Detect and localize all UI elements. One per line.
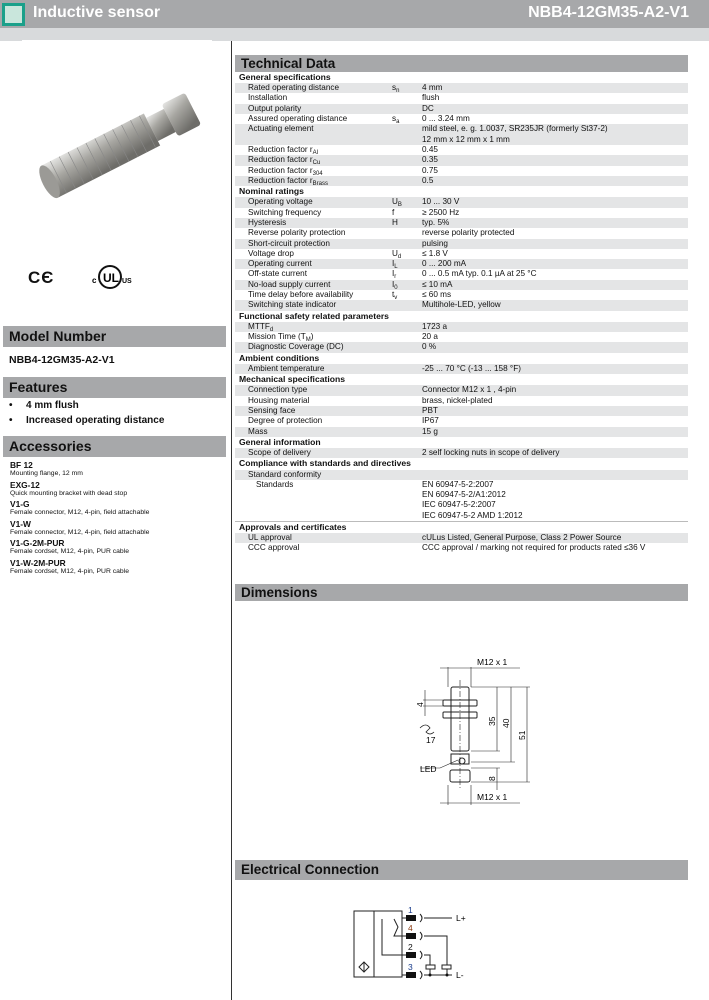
spec-value-text: 0 ... 0.5 mA typ. 0.1 µA at 25 °C [422,269,537,279]
column-divider [231,41,232,1000]
pin-4-label: 4 [408,923,413,933]
feature-item: • Increased operating distance [9,415,165,426]
spec-value-text: 12 mm x 12 mm x 1 mm [422,134,510,144]
spec-label-text: Switching state indicator [248,300,337,310]
spec-value-text: Multihole-LED, yellow [422,300,501,310]
spec-value-text: brass, nickel-plated [422,395,493,405]
accessory-name: EXG-12 [10,479,40,490]
pin-3-label: 3 [408,962,413,972]
spec-symbol [392,385,422,395]
spec-row [235,533,688,543]
cul-us-mark-icon [92,263,132,291]
spec-value [422,342,688,352]
technical-data-table [235,72,688,554]
dimension-drawing [390,650,540,810]
spec-label-text: Housing material [248,395,310,405]
spec-value [422,416,688,426]
accessory-description: Female connector, M12, 4-pin, field attachable [10,509,150,516]
accessory-description: Quick mounting bracket with dead stop [10,489,128,497]
spec-value-text: DC [422,103,434,113]
spec-label-text: No-load supply current [248,279,331,289]
spec-label-suffix: ) [310,332,314,342]
spec-symbol-subscript: a [396,119,400,126]
spec-symbol [392,470,422,480]
spec-value-text: cULus Listed, General Purpose, Class 2 Power Source [422,533,622,543]
spec-symbol [392,416,422,426]
spec-symbol [392,124,422,145]
spec-label-text: Rated operating distance [248,83,340,93]
spec-label-text: Mass [248,426,268,436]
spec-label [235,396,392,406]
spec-row [235,416,688,426]
spec-value [422,93,688,103]
spec-value [422,249,688,259]
spec-group-title: Compliance with standards and directives [239,458,411,469]
spec-value-text: ≥ 2500 Hz [422,207,460,217]
spec-row [235,448,688,458]
accessory-name: V1-W [10,518,31,529]
spec-row [235,249,688,259]
spec-label-text: Off-state current [248,269,308,279]
spec-label [235,239,392,249]
wiring-diagram [340,895,480,995]
spec-value-text: 0.5 [422,175,434,185]
spec-value [422,269,688,279]
spec-value [422,228,688,238]
spec-symbol [392,218,422,228]
spec-value-text: 20 a [422,332,438,342]
spec-symbol-text: I [392,269,395,279]
spec-value [422,406,688,416]
spec-value-text: ≤ 60 ms [422,290,452,300]
spec-value-text: typ. 5% [422,217,450,227]
spec-label-text: Standard conformity [248,469,322,479]
spec-value [422,480,688,521]
spec-symbol [392,448,422,458]
spec-label-subscript: Brass [312,180,328,187]
accessory-description: Female cordset, M12, 4-pin, PUR cable [10,567,129,575]
spec-label-text: Standards [256,479,294,489]
spec-value-text: mild steel, e. g. 1.0037, SR235JR (formerly St37-2) [422,124,608,134]
spec-value-text: ≤ 1.8 V [422,248,448,258]
nut-height-label: 4 [415,702,425,707]
brand-logo-square [2,3,25,26]
spec-row [235,470,688,480]
spec-label-text: Short-circuit protection [248,238,330,248]
spec-value [422,145,688,155]
spec-symbol [392,83,422,93]
spec-row [235,427,688,437]
l-plus-label: L+ [456,913,466,923]
spec-label [235,427,392,437]
header-band [0,28,709,41]
spec-label-subscript: Cu [312,160,321,167]
spec-label-text: Reduction factor r [248,155,313,165]
spec-symbol [392,427,422,437]
spec-symbol-text: t [392,290,395,300]
header-model-number: NBB4-12GM35-A2-V1 [528,4,689,21]
spec-value-text: CCC approval / marking not required for products rated ≤36 V [422,543,646,553]
spec-value-text: 0 % [422,342,437,352]
spec-label [235,279,395,290]
spec-symbol-text: I [392,279,395,289]
spec-row [235,396,688,406]
spec-row [235,259,688,269]
length-35-label: 35 [487,716,497,726]
spec-label [235,480,392,521]
spec-label-text: Output polarity [248,103,302,113]
spec-label [235,300,392,310]
spec-value-text: IEC 60947-5-2 AMD 1:2012 [422,510,523,520]
spec-symbol [392,208,422,218]
spec-symbol [392,228,422,238]
spec-group-title: Approvals and certificates [239,522,347,532]
spec-value [422,448,688,458]
spec-label [235,249,392,259]
spec-symbol-subscript: B [397,202,402,209]
spec-value-text: 0.45 [422,144,438,154]
model-number-heading: Model Number [3,326,226,347]
spec-row [235,239,688,249]
spec-label [235,218,392,228]
spec-value-text: PBT [422,405,438,415]
feature-text: Increased operating distance [26,415,165,426]
spec-label [235,290,395,300]
spec-label [235,406,392,416]
spec-label-text: Operating current [248,259,312,269]
spec-label [235,448,392,458]
spec-symbol [392,104,422,114]
spec-value-text: -25 ... 70 °C (-13 ... 158 °F) [422,363,521,373]
spec-label-text: Scope of delivery [248,448,311,458]
spec-value-text: 0.75 [422,165,438,175]
spec-value-text: 0 ... 200 mA [422,259,467,269]
spec-value [422,280,688,290]
spec-label-subscript: 304 [312,170,323,177]
spec-label [235,543,392,553]
spec-row [235,218,688,228]
svg-text:UL: UL [103,271,119,285]
wrench-size-label: 17 [426,735,436,745]
product-photo [20,80,210,210]
spec-symbol [392,239,422,249]
spec-value [422,208,688,218]
spec-label-text: Sensing face [248,405,296,415]
spec-label-text: Time delay before availability [248,290,354,300]
spec-label [235,145,392,155]
spec-value-text: pulsing [422,238,448,248]
spec-value [422,155,688,165]
spec-label [235,166,392,176]
spec-row [235,228,688,238]
svg-text:c: c [92,276,97,285]
spec-symbol [392,269,422,279]
spec-value [422,396,688,406]
spec-row [235,155,688,165]
spec-symbol [392,249,422,259]
spec-row [235,290,688,300]
spec-label [235,470,392,480]
spec-label [235,155,392,165]
spec-row [235,208,688,218]
spec-value-text: 0.35 [422,155,438,165]
spec-row [235,280,688,290]
spec-label-subscript: M [305,337,311,344]
spec-label-text: CCC approval [248,543,300,553]
spec-label-text: Mission Time (T [248,332,306,342]
spec-symbol [392,533,422,543]
spec-value [422,543,688,553]
spec-value [422,176,688,186]
svg-text:US: US [122,278,132,285]
spec-value-text: 2 self locking nuts in scope of delivery [422,448,560,458]
spec-label [235,207,395,218]
spec-row [235,176,688,186]
spec-label-text: Ambient temperature [248,363,325,373]
spec-group-title: Functional safety related parameters [239,310,389,321]
accessory-name: BF 12 [10,460,33,470]
pin-1-label: 1 [408,905,413,915]
accessory-name: V1-W-2M-PUR [10,557,66,568]
spec-label [235,416,392,426]
spec-value-text: EN 60947-5-2/A1:2012 [422,490,506,500]
spec-label-text: Assured operating distance [248,114,348,124]
spec-label-text: Reverse polarity protection [248,228,346,238]
spec-symbol-subscript: v [394,295,398,302]
spec-symbol-text: f [392,207,395,217]
spec-symbol [392,322,422,332]
feature-text: 4 mm flush [26,400,79,411]
spec-label-text: Actuating element [248,124,314,134]
thread-bottom-label: M12 x 1 [477,792,508,802]
spec-row [235,543,688,553]
spec-symbol-text: I [392,259,395,269]
spec-label-text: Hysteresis [248,217,287,227]
spec-symbol [392,396,422,406]
spec-group-title: Mechanical specifications [239,374,346,385]
spec-value [422,197,688,207]
spec-symbol-subscript: r [394,274,397,281]
spec-value-text: 0 ... 3.24 mm [422,114,470,124]
spec-symbol-text: U [392,248,398,258]
electrical-connection-heading: Electrical Connection [235,860,688,880]
spec-value [422,239,688,249]
spec-value [422,300,688,310]
spec-row [235,300,688,310]
spec-label [235,228,392,238]
spec-value-text: 4 mm [422,83,443,93]
spec-label [235,332,392,342]
l-minus-label: L- [456,970,464,980]
spec-row [235,145,688,155]
length-51-label: 51 [517,730,527,740]
spec-label [235,533,392,543]
spec-row [235,269,688,279]
spec-label-text: Switching frequency [248,207,322,217]
spec-value [422,322,688,332]
spec-symbol-text: s [392,114,397,124]
spec-value-text: flush [422,93,440,103]
spec-label-text: Reduction factor r [248,144,313,154]
spec-label [235,114,392,124]
spec-row [235,124,688,145]
spec-symbol-subscript: 0 [394,284,398,291]
header-bar [0,0,709,28]
spec-label-text: Operating voltage [248,197,313,207]
spec-symbol [392,480,422,521]
spec-label [235,342,392,352]
spec-value-text: IEC 60947-5-2:2007 [422,500,496,510]
spec-row [235,322,688,332]
spec-label [235,197,392,207]
spec-value [422,114,688,124]
spec-symbol [392,166,422,176]
spec-value-text: EN 60947-5-2:2007 [422,479,494,489]
spec-symbol [392,259,422,269]
spec-row [235,406,688,416]
length-40-label: 40 [501,718,511,728]
spec-value-text: 1723 a [422,321,448,331]
spec-label-text: UL approval [248,533,292,543]
spec-value-text: ≤ 10 mA [422,279,453,289]
spec-symbol [392,197,422,207]
spec-row [235,83,688,93]
spec-row [235,342,688,352]
spec-symbol [392,290,422,300]
spec-label-text: MTTF [248,321,270,331]
accessory-description: Female cordset, M12, 4-pin, PUR cable [10,548,129,555]
spec-value-text: Connector M12 x 1 , 4-pin [422,385,517,395]
thread-top-label: M12 x 1 [477,657,508,667]
spec-value-text: 15 g [422,426,438,436]
spec-symbol-text: H [392,217,398,227]
spec-label [235,385,392,395]
accessory-name: V1-G-2M-PUR [10,538,65,548]
length-8-label: 8 [487,776,497,781]
accessories-list [10,459,225,576]
spec-value [422,166,688,176]
spec-label [235,83,392,93]
accessory-name: V1-G [10,499,30,509]
document-title: Inductive sensor [33,4,161,21]
spec-value [422,470,688,480]
spec-value-text: 10 ... 30 V [422,197,460,207]
spec-row [235,364,688,374]
feature-item: • 4 mm flush [9,400,79,411]
spec-row [235,166,688,176]
spec-value [422,290,688,300]
spec-row [235,93,688,103]
spec-symbol [392,176,422,186]
spec-value [422,533,688,543]
spec-value [422,259,688,269]
spec-symbol [392,280,422,290]
spec-label-text: Installation [248,93,288,103]
spec-label-text: Degree of protection [248,416,323,426]
spec-symbol [392,114,422,124]
spec-symbol [392,332,422,342]
features-heading: Features [3,377,226,398]
spec-row [235,197,688,207]
spec-label [235,259,395,269]
technical-data-heading: Technical Data [235,55,688,72]
spec-row [235,104,688,114]
spec-label [235,93,392,103]
spec-label-subscript: d [269,326,274,333]
spec-label-subscript: Al [312,149,318,156]
accessory-description: Female connector, M12, 4-pin, field attachable [10,528,150,536]
spec-value [422,427,688,437]
spec-group-title: Ambient conditions [239,352,320,363]
pin-2-label: 2 [408,942,413,952]
spec-symbol [392,406,422,416]
spec-symbol-subscript: d [397,253,402,260]
spec-label [235,322,392,332]
spec-symbol [392,145,422,155]
dimensions-heading: Dimensions [235,584,688,601]
spec-row [235,332,688,342]
led-label: LED [420,764,437,774]
spec-value [422,364,688,374]
spec-value [422,218,688,228]
spec-value [422,385,688,395]
spec-group-title: General specifications [239,72,331,82]
spec-label-text: Connection type [248,385,308,395]
spec-label [235,269,395,279]
spec-symbol-text: U [392,197,398,207]
spec-symbol-subscript: L [394,264,398,271]
model-number-value: NBB4-12GM35-A2-V1 [9,354,115,366]
spec-value [422,124,688,145]
spec-label-text: Diagnostic Coverage (DC) [248,342,344,352]
spec-label [235,364,392,374]
spec-label-text: Reduction factor r [248,165,313,175]
spec-value [422,332,688,342]
spec-symbol [392,543,422,553]
spec-group-title: General information [239,436,321,447]
spec-symbol [392,155,422,165]
spec-value-text: IP67 [422,416,439,426]
spec-symbol [392,93,422,103]
spec-label-text: Reduction factor r [248,175,313,185]
spec-row [235,114,688,124]
spec-symbol-text: s [392,83,397,93]
spec-label-text: Voltage drop [248,248,294,258]
spec-row [235,385,688,395]
ce-mark-icon: CЄ [28,268,55,287]
spec-value [422,104,688,114]
spec-label [235,176,392,186]
spec-value-text: reverse polarity protected [422,228,515,238]
spec-symbol [392,342,422,352]
spec-symbol [392,300,422,310]
spec-value [422,83,688,93]
spec-row [235,480,688,522]
accessory-description: Mounting flange, 12 mm [10,470,83,477]
accessories-heading: Accessories [3,436,226,457]
spec-symbol-subscript: n [396,88,400,95]
spec-label [235,104,392,114]
spec-symbol [392,364,422,374]
spec-label [235,124,392,145]
spec-group-title: Nominal ratings [239,186,304,197]
